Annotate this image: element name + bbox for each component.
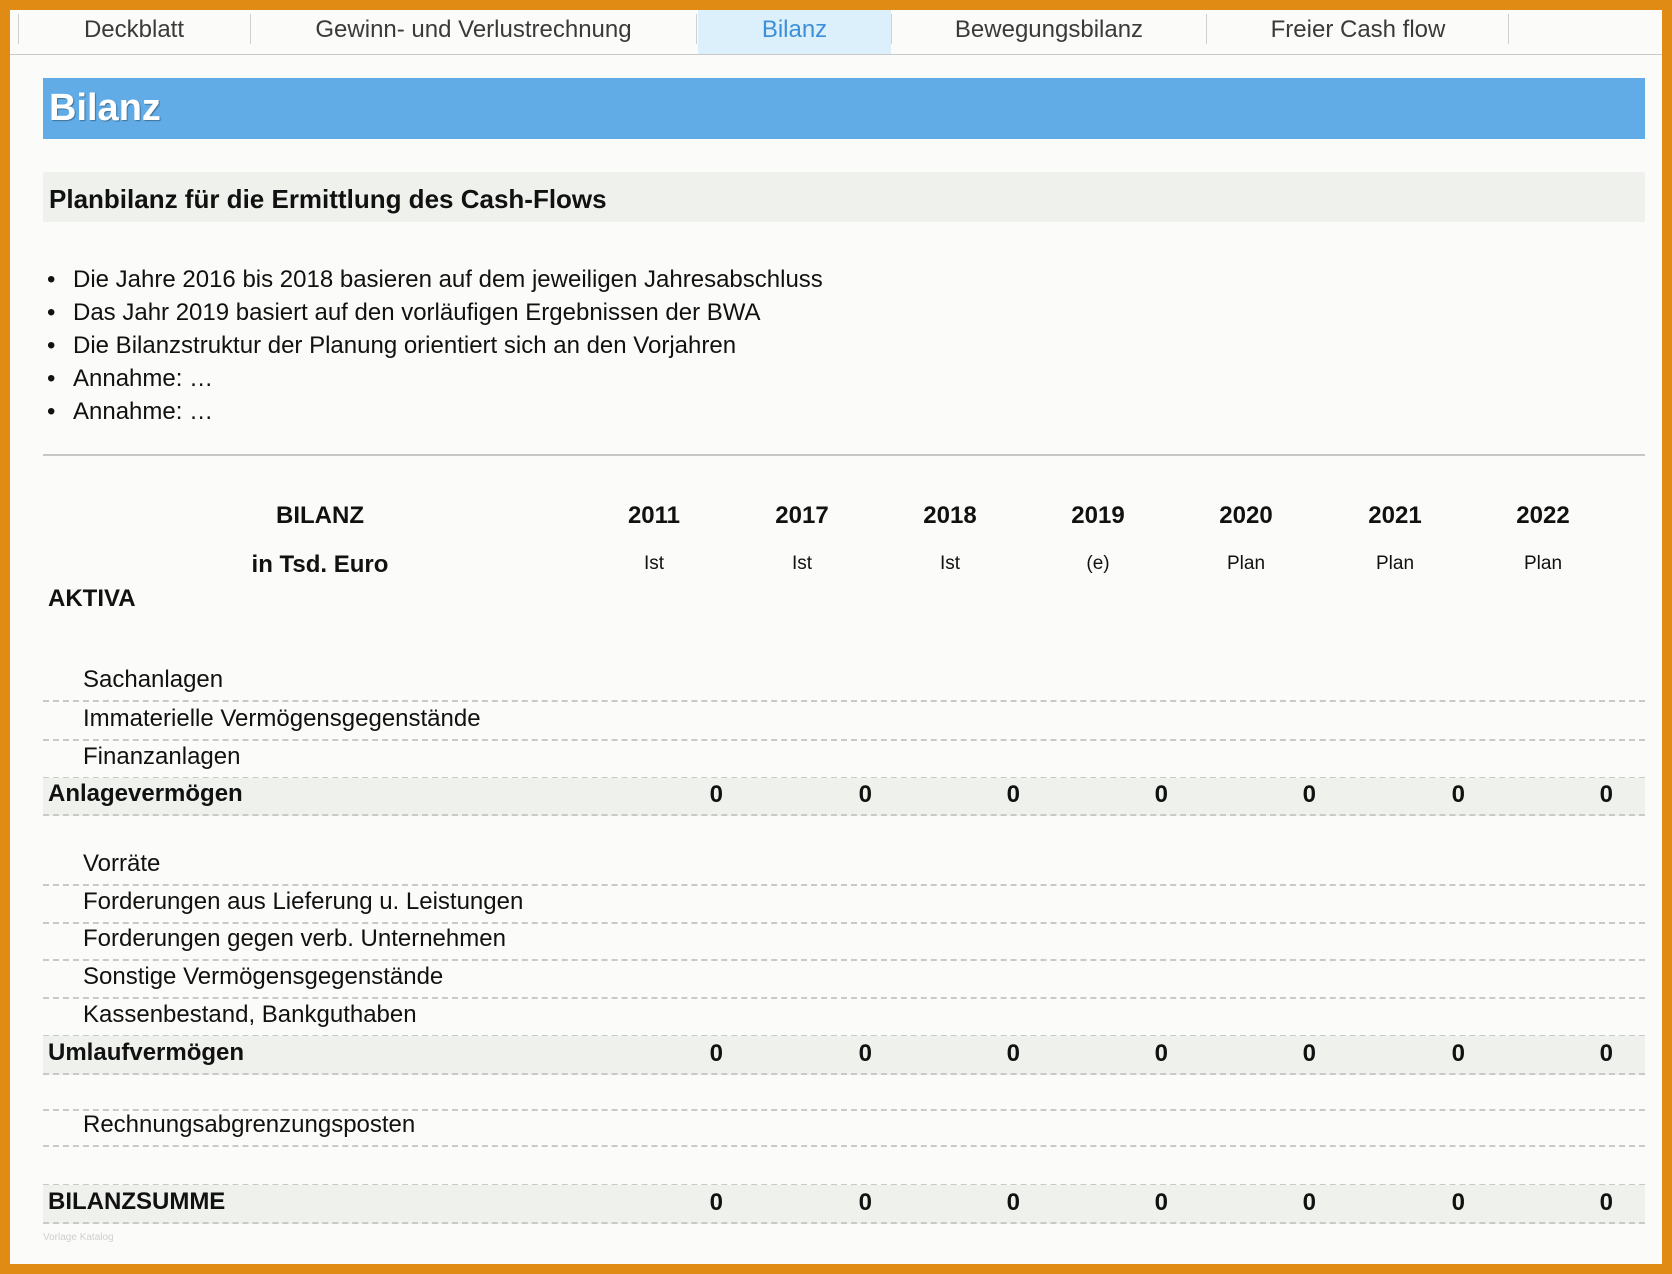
- table-row: [43, 923, 1645, 961]
- value-cell[interactable]: 0: [709, 781, 723, 808]
- tab-bar: [10, 10, 1662, 55]
- year-status: Plan: [1226, 553, 1266, 574]
- value-cell[interactable]: 0: [1006, 781, 1020, 808]
- row-label: Anlagevermögen: [48, 780, 243, 807]
- value-cell[interactable]: 0: [1154, 1040, 1168, 1067]
- table-total-row: [43, 1036, 1645, 1075]
- table-total-row: [43, 778, 1645, 816]
- row-label: Sachanlagen: [83, 666, 224, 693]
- table-row: [43, 815, 1645, 886]
- table-row: [43, 1074, 1645, 1111]
- tab-gewinn-und-verlustrechnung[interactable]: Gewinn- und Verlustrechnung: [315, 16, 632, 43]
- note-item: • Die Jahre 2016 bis 2018 basieren auf dem jeweiligen Jahresabschluss: [43, 263, 823, 296]
- value-cell[interactable]: 0: [1302, 1040, 1316, 1067]
- value-cell[interactable]: 0: [1302, 781, 1316, 808]
- page-title: Bilanz: [49, 87, 161, 129]
- tab-separator: [696, 14, 697, 44]
- table-row: [43, 998, 1645, 1037]
- value-cell[interactable]: 0: [1154, 781, 1168, 808]
- note-item: • Annahme: …: [43, 362, 823, 395]
- tab-bewegungsbilanz[interactable]: Bewegungsbilanz: [954, 16, 1144, 43]
- value-cell[interactable]: 0: [858, 1040, 872, 1067]
- row-label: Sonstige Vermögensgegenstände: [83, 963, 444, 990]
- section-title: Planbilanz für die Ermittlung des Cash-Flows: [49, 184, 607, 214]
- table-unit: in Tsd. Euro: [251, 551, 389, 578]
- table-row: [43, 650, 1645, 702]
- year-header: 2020: [1219, 502, 1273, 529]
- row-label: BILANZSUMME: [48, 1188, 226, 1215]
- table-row: [43, 1146, 1645, 1186]
- table-row: [43, 1110, 1645, 1147]
- year-status: Ist: [939, 553, 961, 574]
- divider: [43, 454, 1645, 456]
- tab-freier-cash-flow[interactable]: Freier Cash flow: [1270, 16, 1446, 43]
- value-cell[interactable]: 0: [1154, 1189, 1168, 1216]
- table-title: BILANZ: [276, 502, 364, 529]
- value-cell[interactable]: 0: [1599, 781, 1613, 808]
- app-frame: [10, 10, 1662, 1264]
- year-status: Plan: [1375, 553, 1415, 574]
- table-row: [43, 960, 1645, 999]
- year-header: 2021: [1368, 502, 1422, 529]
- row-label: Kassenbestand, Bankguthaben: [83, 1001, 417, 1028]
- value-cell[interactable]: 0: [1451, 781, 1465, 808]
- row-label: Vorräte: [83, 850, 161, 877]
- year-status: Ist: [791, 553, 813, 574]
- value-cell[interactable]: 0: [858, 1189, 872, 1216]
- note-item: • Annahme: …: [43, 395, 823, 428]
- value-cell[interactable]: 0: [709, 1189, 723, 1216]
- tab-deckblatt[interactable]: Deckblatt: [83, 16, 185, 43]
- value-cell[interactable]: 0: [1599, 1040, 1613, 1067]
- value-cell[interactable]: 0: [1006, 1189, 1020, 1216]
- table-row: [43, 740, 1645, 779]
- page-banner: [43, 78, 1645, 139]
- note-item: • Die Bilanzstruktur der Planung orientiert sich an den Vorjahren: [43, 329, 823, 362]
- note-item: • Das Jahr 2019 basiert auf den vorläufigen Ergebnissen der BWA: [43, 296, 823, 329]
- row-label: Umlaufvermögen: [48, 1039, 245, 1066]
- year-header: 2017: [775, 502, 829, 529]
- value-cell[interactable]: 0: [1599, 1189, 1613, 1216]
- tab-bilanz[interactable]: Bilanz: [698, 10, 891, 54]
- table-total-row: [43, 1185, 1645, 1224]
- value-cell[interactable]: 0: [1006, 1040, 1020, 1067]
- value-cell[interactable]: 0: [1451, 1189, 1465, 1216]
- year-header: 2022: [1516, 502, 1570, 529]
- table-row: [43, 885, 1645, 924]
- value-cell[interactable]: 0: [1302, 1189, 1316, 1216]
- section-aktiva: AKTIVA: [48, 585, 136, 612]
- watermark: Vorlage Katalog: [43, 1232, 114, 1243]
- year-status: (e): [1086, 553, 1110, 574]
- year-header: 2018: [923, 502, 977, 529]
- row-label: Forderungen gegen verb. Unternehmen: [83, 925, 506, 952]
- row-label: Finanzanlagen: [83, 743, 241, 770]
- value-cell[interactable]: 0: [1451, 1040, 1465, 1067]
- year-header: 2019: [1071, 502, 1125, 529]
- row-label: Forderungen aus Lieferung u. Leistungen: [83, 888, 524, 915]
- table-row: [43, 701, 1645, 741]
- row-label: Immaterielle Vermögensgegenstände: [83, 705, 481, 732]
- year-header: 2011: [627, 502, 681, 529]
- value-cell[interactable]: 0: [709, 1040, 723, 1067]
- row-label: Rechnungsabgrenzungsposten: [83, 1111, 416, 1138]
- year-status: Plan: [1523, 553, 1563, 574]
- year-status: Ist: [643, 553, 665, 574]
- notes-list: [43, 263, 823, 428]
- section-header: [43, 172, 1645, 222]
- value-cell[interactable]: 0: [858, 781, 872, 808]
